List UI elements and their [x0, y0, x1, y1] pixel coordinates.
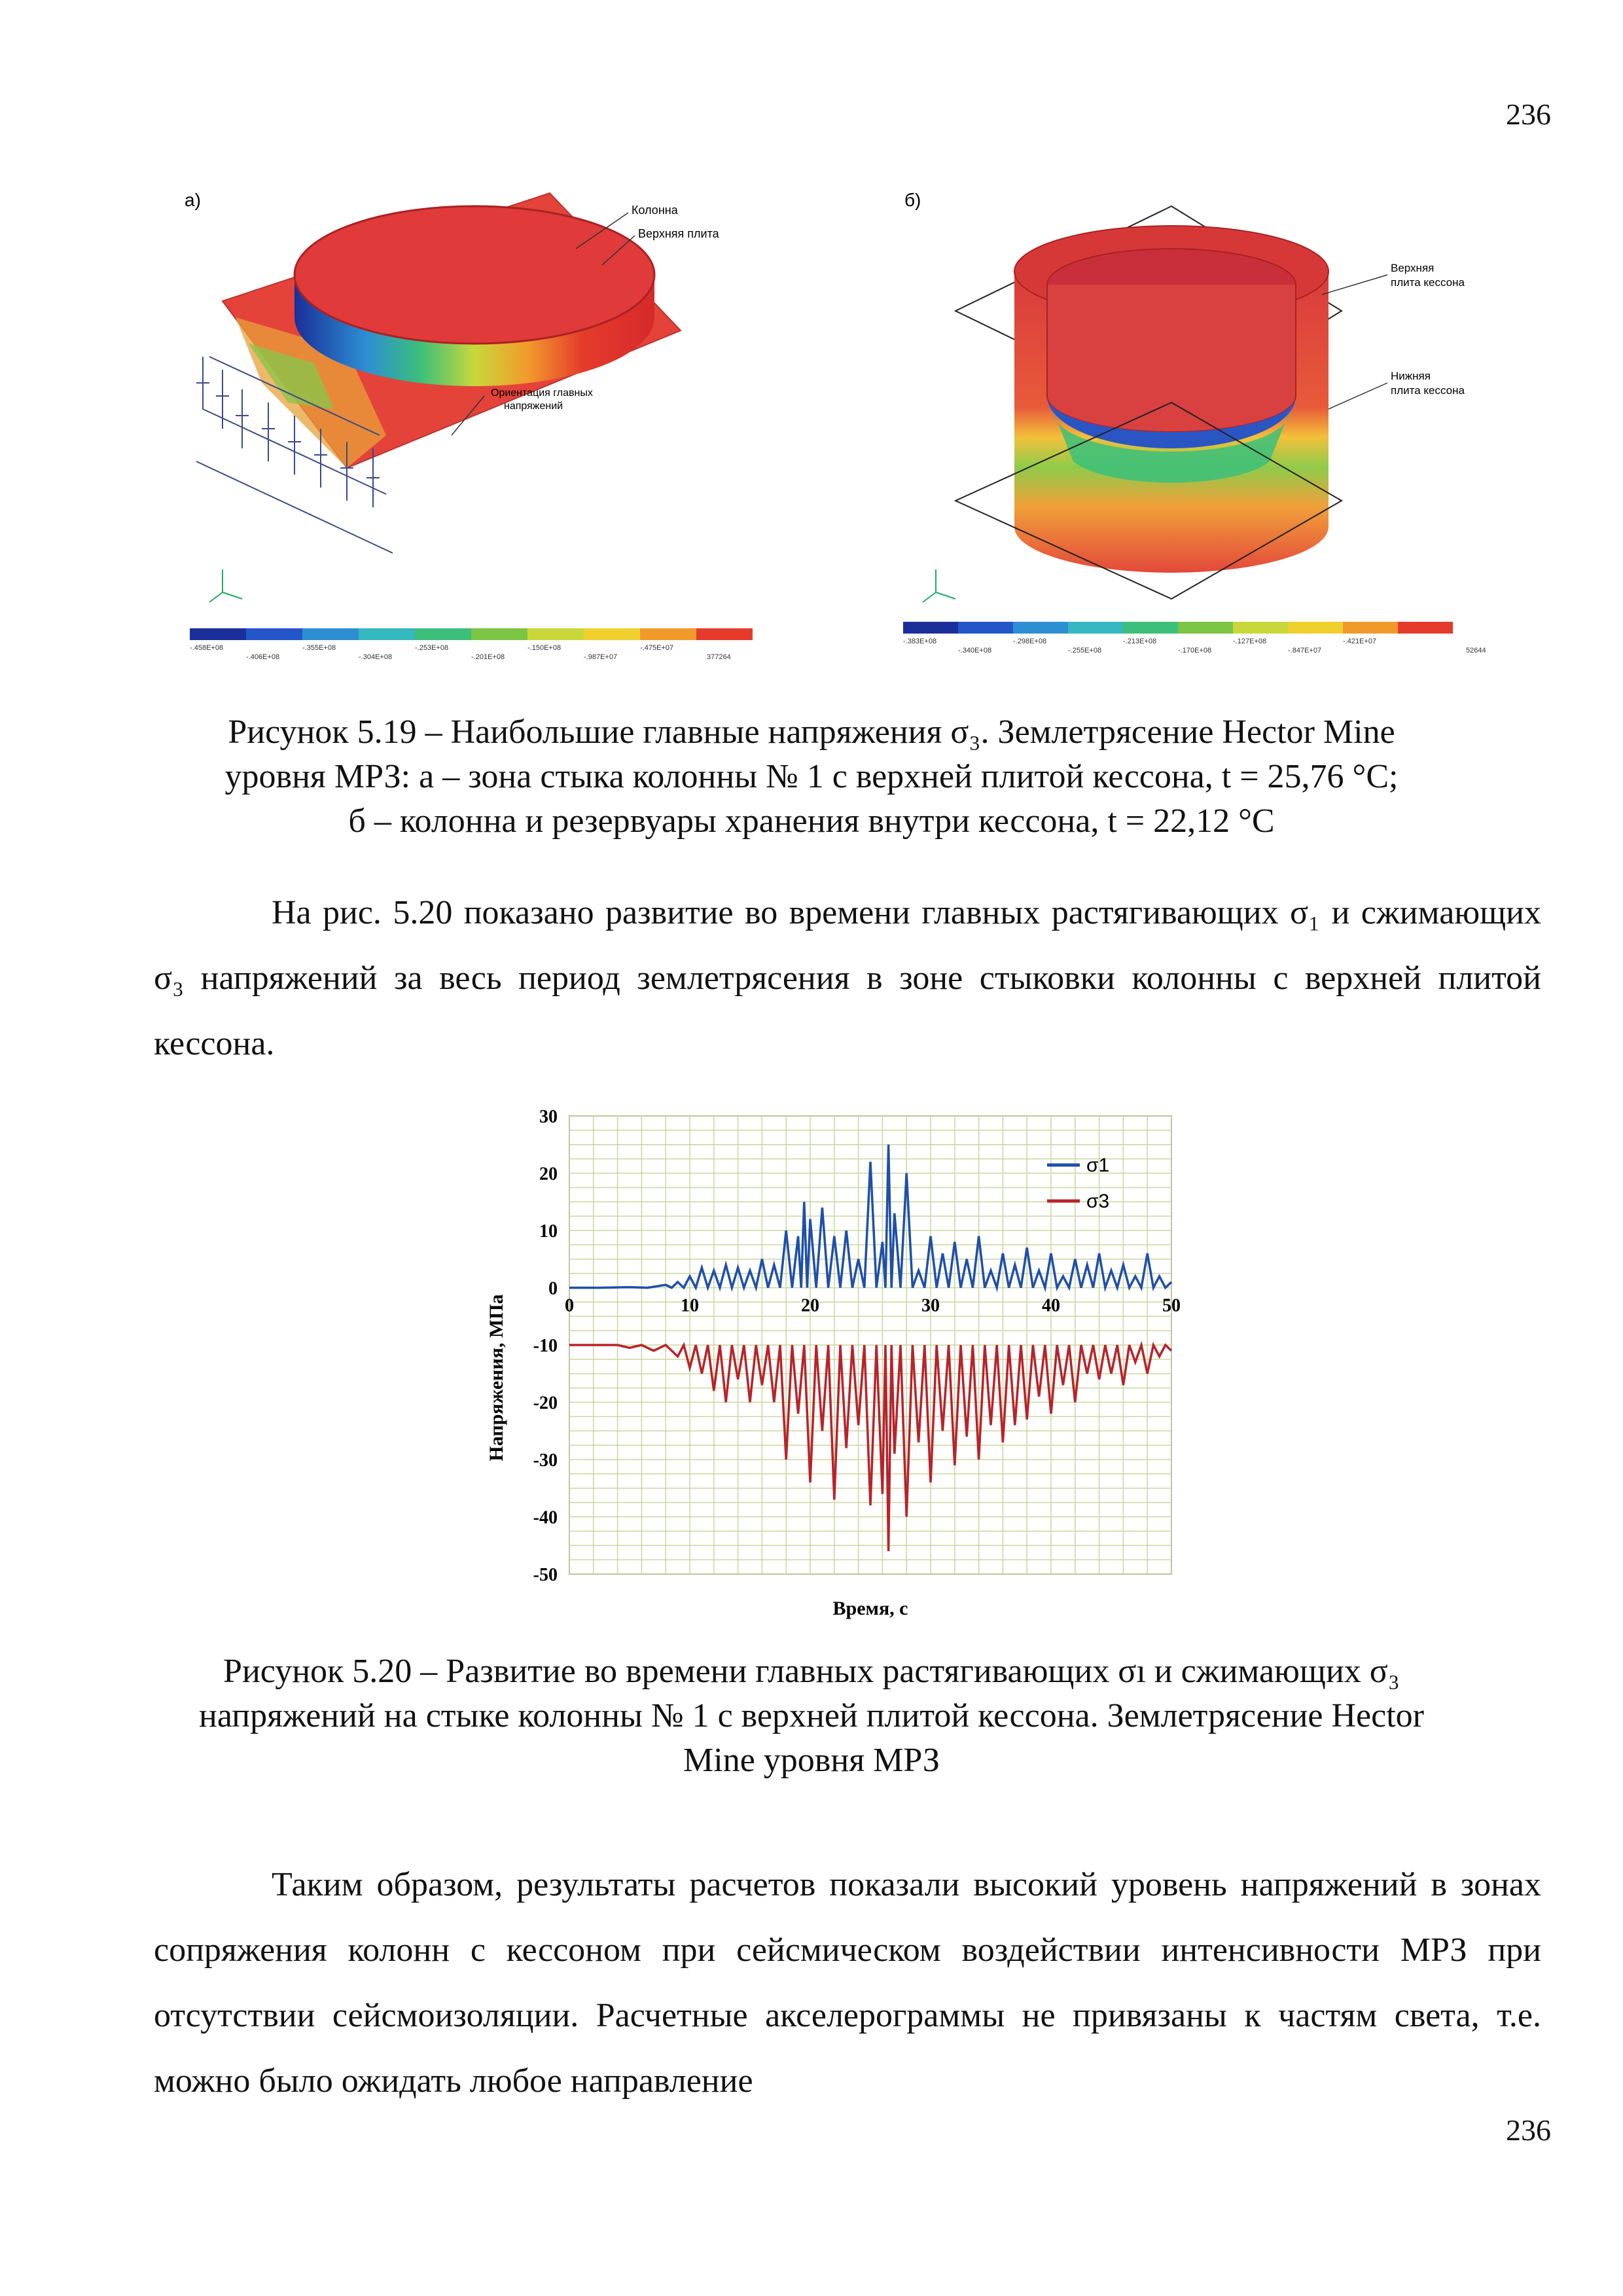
x-tick-label: 0 — [565, 1295, 574, 1316]
callout-stress-orientation: Ориентация главных — [491, 387, 593, 399]
svg-text:-.458E+08: -.458E+08 — [190, 644, 224, 652]
y-tick-label: 30 — [539, 1107, 558, 1127]
x-tick-label: 10 — [681, 1295, 699, 1316]
legend-label: σ3 — [1086, 1191, 1110, 1212]
axis-triad-b — [923, 569, 955, 602]
x-tick-label: 40 — [1042, 1295, 1060, 1316]
x-tick-label: 30 — [921, 1295, 940, 1316]
callout-lower-caisson-plate-2: плита кессона — [1391, 384, 1465, 397]
x-tick-label: 20 — [801, 1295, 819, 1316]
caption-line: Mine уровня МРЗ — [683, 1742, 940, 1779]
svg-text:-.255E+08: -.255E+08 — [1068, 647, 1102, 655]
body-paragraph-1 — [154, 880, 1541, 1077]
paragraph-text: Таким образом, результаты расчетов показали высокий уровень напряжений в зонах сопряжения колонн с кессоном при сейсмическом воздействии интенсивности МРЗ при отсутствии сейсмоизоляции. Расчетные акселерограммы не привязаны к частям света, т.е. можно было ожидать любое направление — [154, 1866, 1541, 2100]
callout-lower-caisson-plate: Нижняя — [1391, 370, 1431, 382]
svg-text:377264: 377264 — [707, 653, 731, 661]
svg-text:-.150E+08: -.150E+08 — [527, 644, 562, 652]
caption-line: Рисунок 5.19 – Наибольшие главные напряжения σ₃. Землетрясение Hector Mine — [228, 713, 1395, 751]
y-tick-label: 0 — [548, 1278, 558, 1299]
figure-5-20-caption — [131, 1649, 1492, 1783]
y-tick-label: 10 — [539, 1221, 558, 1242]
caption-line: Рисунок 5.20 – Развитие во времени главных растягивающих σı и сжимающих σ₃ — [223, 1653, 1400, 1690]
y-tick-label: -50 — [533, 1565, 558, 1585]
svg-text:-.253E+08: -.253E+08 — [415, 644, 449, 652]
y-tick-label: -30 — [533, 1450, 558, 1471]
colorbar-b-labels — [903, 637, 1486, 655]
y-tick-label: 20 — [539, 1164, 558, 1185]
panel-letter-b: б) — [904, 190, 921, 210]
svg-text:-.406E+08: -.406E+08 — [246, 653, 280, 661]
caption-line: напряжений на стыке колонны № 1 с верхней плитой кессона. Землетрясение Hector — [199, 1697, 1424, 1734]
x-axis-label: Время, с — [832, 1598, 908, 1619]
caption-line: б – колонна и резервуары хранения внутри кессона, t = 22,12 °C — [348, 802, 1275, 840]
fem-figure-panel-b — [903, 187, 1518, 671]
svg-text:-.340E+08: -.340E+08 — [958, 647, 992, 655]
colorbar-a-labels — [190, 644, 731, 661]
svg-text:-.355E+08: -.355E+08 — [302, 644, 336, 652]
y-tick-label: -20 — [533, 1393, 558, 1414]
stress-time-chart — [484, 1103, 1191, 1620]
caption-line: уровня МРЗ: а – зона стыка колонны № 1 с верхней плитой кессона, t = 25,76 °C; — [224, 758, 1399, 795]
callout-column: Колонна — [632, 204, 678, 217]
callout-upper-caisson-plate-2: плита кессона — [1391, 276, 1465, 289]
callout-upper-caisson-plate: Верхняя — [1391, 262, 1435, 274]
svg-text:-.987E+07: -.987E+07 — [584, 653, 618, 661]
page-number-top: 236 — [1506, 98, 1551, 131]
svg-text:-.847E+07: -.847E+07 — [1288, 647, 1322, 655]
y-tick-labels — [533, 1107, 558, 1585]
figure-5-19-caption — [131, 710, 1492, 844]
callout-upper-plate: Верхняя плита — [638, 227, 719, 240]
svg-text:-.170E+08: -.170E+08 — [1178, 647, 1212, 655]
body-paragraph-2 — [154, 1852, 1541, 2114]
legend-label: σ1 — [1086, 1155, 1110, 1176]
page-number-bottom: 236 — [1506, 2113, 1551, 2147]
y-tick-label: -10 — [533, 1336, 558, 1356]
svg-text:-.475E+07: -.475E+07 — [640, 644, 674, 652]
svg-text:-.298E+08: -.298E+08 — [1013, 637, 1047, 645]
figure-5-19 — [183, 187, 1518, 671]
colorbar-b — [903, 622, 1453, 634]
svg-text:-.383E+08: -.383E+08 — [903, 637, 937, 645]
x-tick-label: 50 — [1162, 1295, 1181, 1316]
svg-text:52644: 52644 — [1466, 647, 1486, 655]
svg-text:-.421E+07: -.421E+07 — [1343, 637, 1377, 645]
y-axis-label: Напряжения, МПа — [486, 1294, 507, 1462]
svg-text:-.213E+08: -.213E+08 — [1123, 637, 1157, 645]
column-top — [294, 206, 654, 344]
colorbar-a — [190, 628, 753, 640]
fem-figure-panel-a — [183, 187, 772, 671]
svg-text:-.127E+08: -.127E+08 — [1233, 637, 1267, 645]
svg-text:-.304E+08: -.304E+08 — [359, 653, 393, 661]
panel-letter-a: а) — [185, 190, 201, 210]
y-tick-label: -40 — [533, 1507, 558, 1528]
callout-stress-orientation-2: напряжений — [504, 401, 563, 412]
paragraph-text: На рис. 5.20 показано развитие во времени главных растягивающих σ₁ и сжимающих σ₃ напряжений за весь период землетрясения в зоне стыковки колонны с верхней плитой кессона. — [154, 894, 1541, 1062]
svg-text:-.201E+08: -.201E+08 — [471, 653, 505, 661]
axis-triad — [209, 569, 242, 602]
